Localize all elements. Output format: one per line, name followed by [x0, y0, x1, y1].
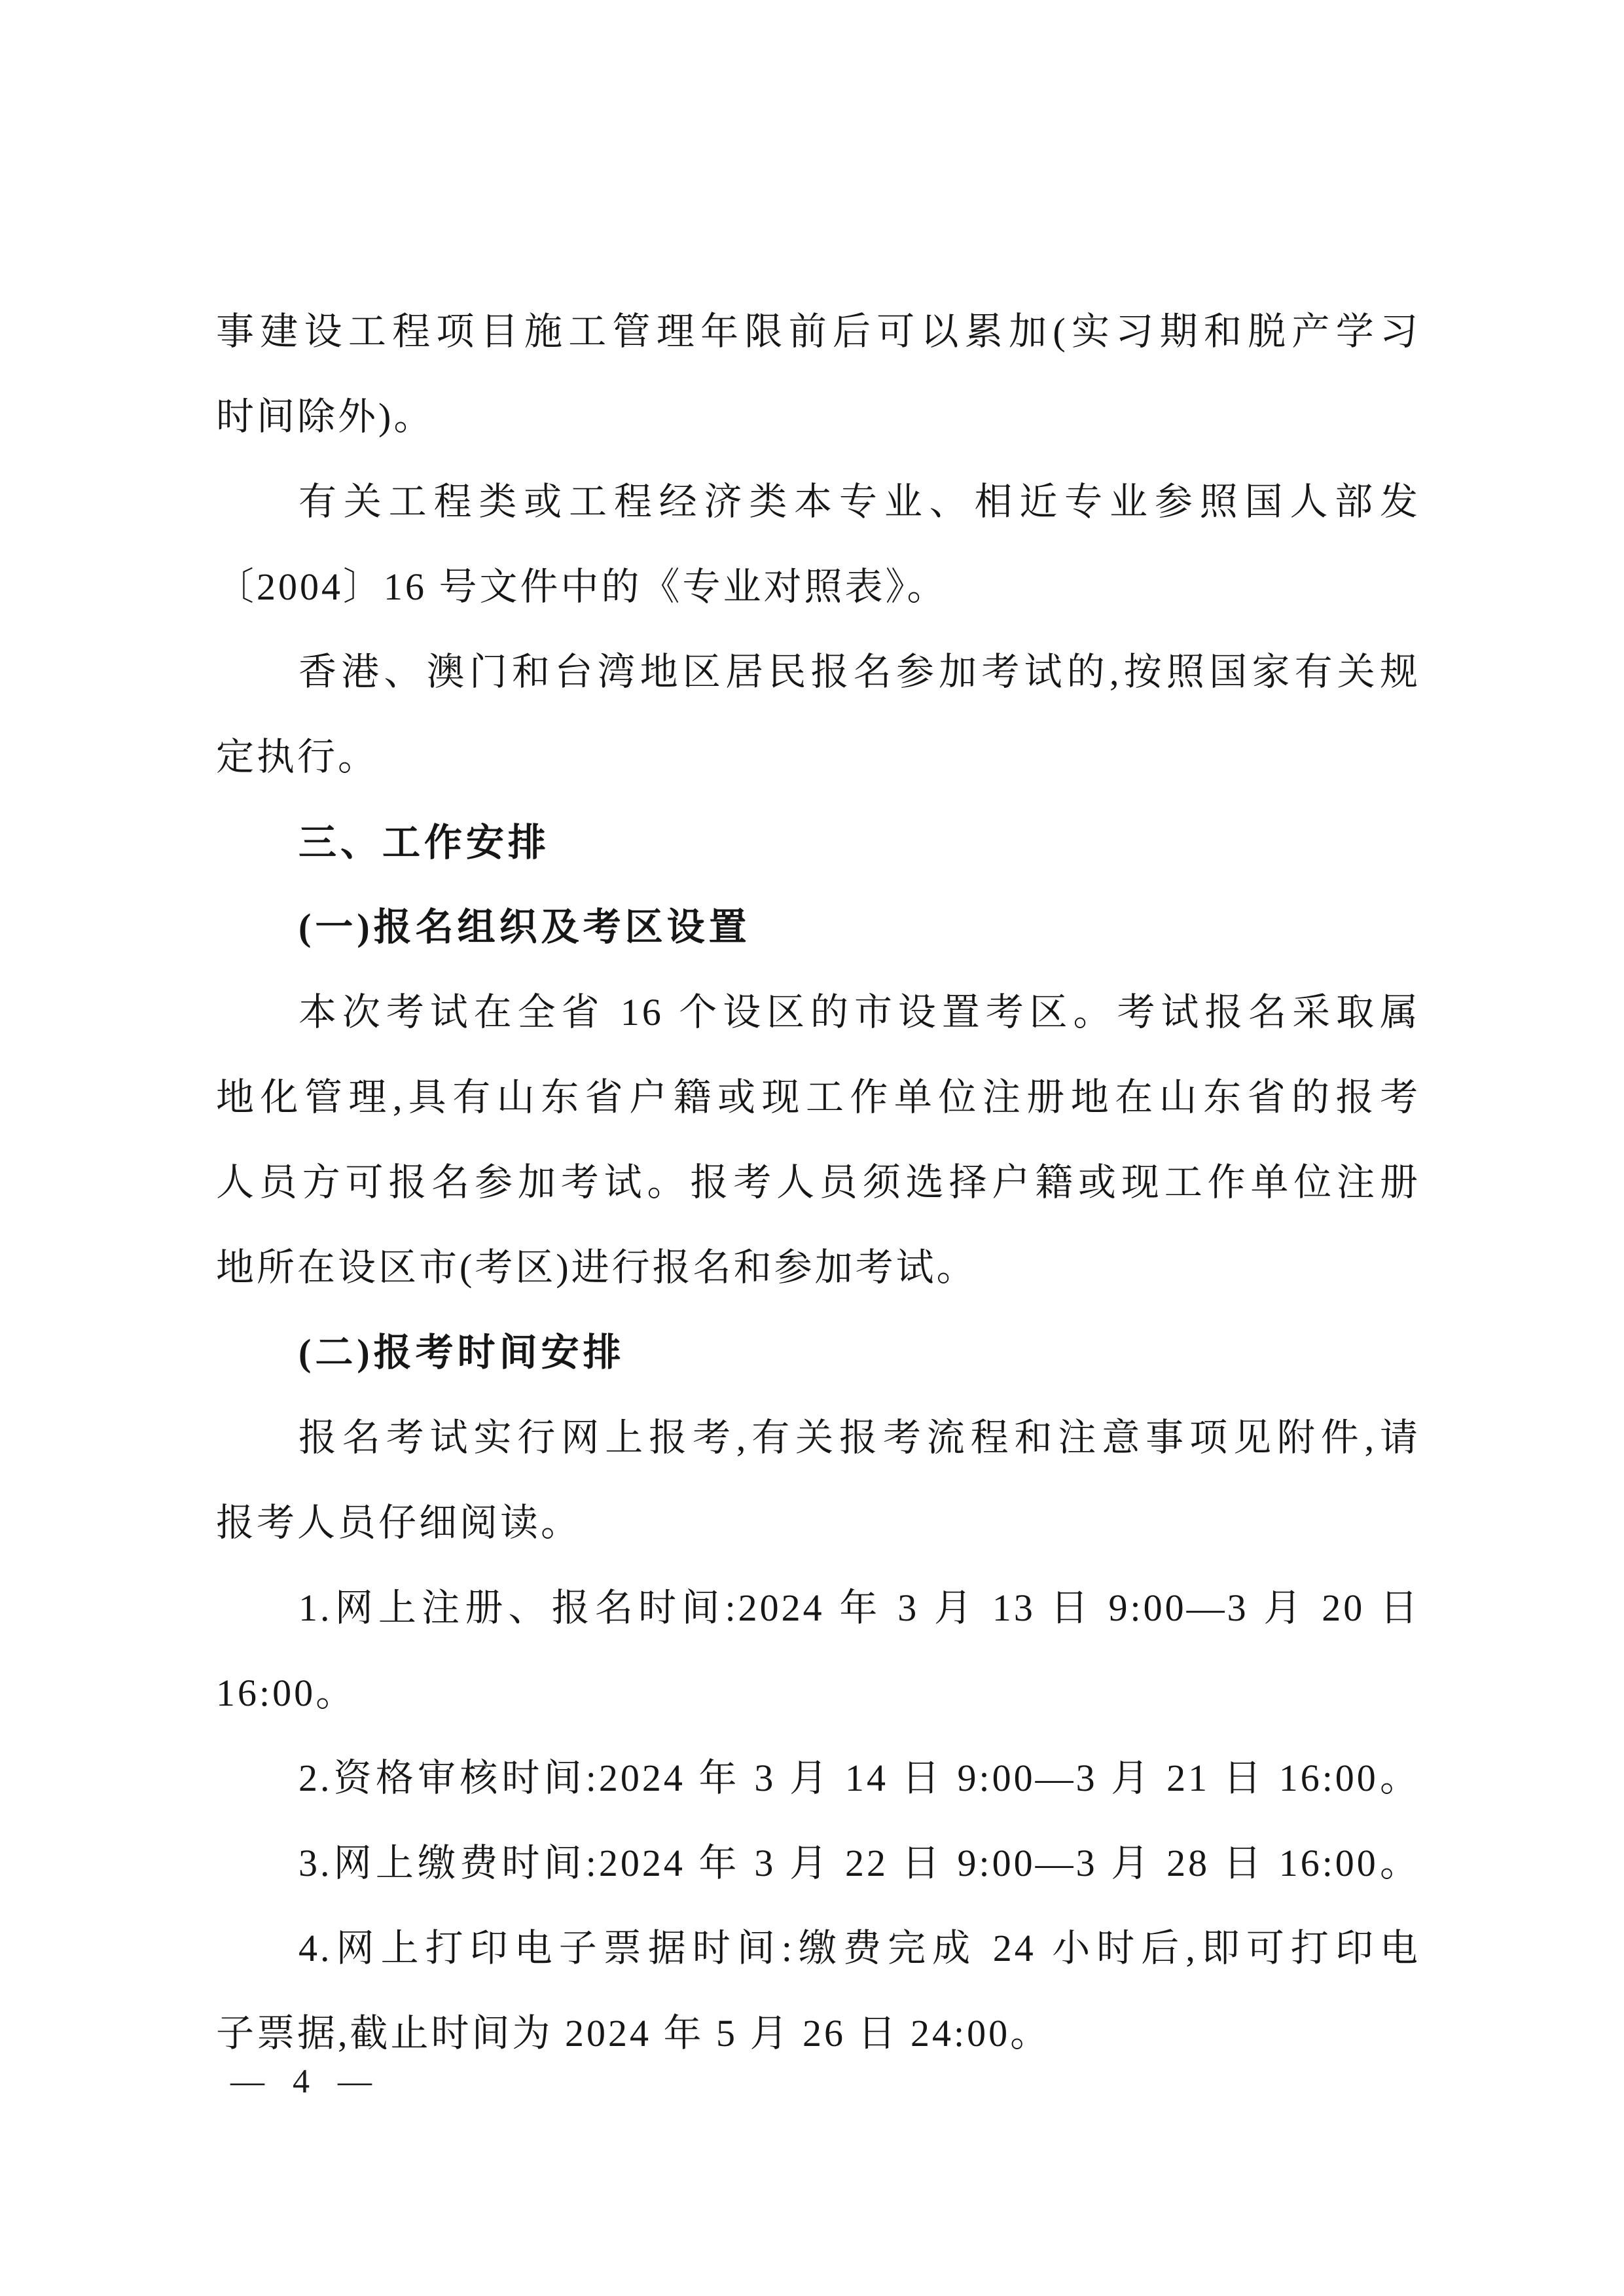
list-item-line: 子票据,截止时间为 2024 年 5 月 26 日 24:00。	[216, 2012, 1051, 2054]
text-line: 〔2004〕16 号文件中的《专业对照表》。	[216, 565, 948, 608]
text-line: 地化管理,具有山东省户籍或现工作单位注册地在山东省的报考	[216, 1076, 1420, 1119]
page-number: — 4 —	[230, 2063, 373, 2100]
section-heading: (一)报名组织及考区设置	[298, 906, 751, 948]
list-item-line: 16:00。	[216, 1672, 357, 1714]
text-line: 香港、澳门和台湾地区居民报名参加考试的,按照国家有关规	[298, 651, 1420, 693]
text-line: 定执行。	[216, 736, 379, 778]
text-line: 地所在设区市(考区)进行报名和参加考试。	[216, 1246, 977, 1289]
section-heading: 三、工作安排	[298, 820, 550, 865]
text-line: 报考人员仔细阅读。	[216, 1501, 582, 1544]
text-line: 时间除外)。	[216, 395, 435, 438]
list-item-line: 1.网上注册、报名时间:2024 年 3 月 13 日 9:00—3 月 20 日	[298, 1587, 1420, 1629]
section-heading: (二)报考时间安排	[298, 1331, 625, 1374]
text-line: 有关工程类或工程经济类本专业、相近专业参照国人部发	[298, 480, 1420, 523]
list-item-line: 2.资格审核时间:2024 年 3 月 14 日 9:00—3 月 21 日 16:00。	[298, 1757, 1420, 1799]
document-body	[216, 289, 1420, 2076]
list-item-line: 4.网上打印电子票据时间:缴费完成 24 小时后,即可打印电	[298, 1927, 1420, 1969]
text-line: 事建设工程项目施工管理年限前后可以累加(实习期和脱产学习	[216, 310, 1420, 353]
text-line: 人员方可报名参加考试。报考人员须选择户籍或现工作单位注册	[216, 1161, 1420, 1204]
text-line: 本次考试在全省 16 个设区的市设置考区。考试报名采取属	[298, 991, 1420, 1033]
text-line: 报名考试实行网上报考,有关报考流程和注意事项见附件,请	[298, 1416, 1420, 1459]
list-item-line: 3.网上缴费时间:2024 年 3 月 22 日 9:00—3 月 28 日 16:00。	[298, 1842, 1420, 1884]
